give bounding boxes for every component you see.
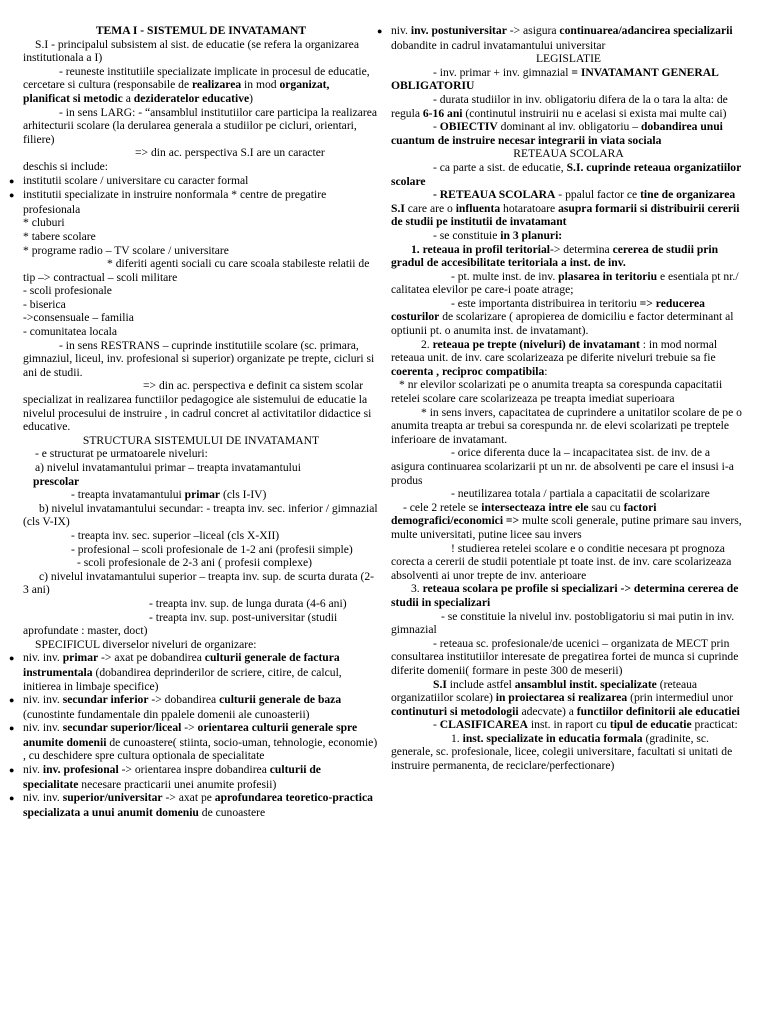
list-item: - scoli profesionale	[23, 284, 112, 298]
list-item: - treapta invatamantului primar (cls I-IV)	[71, 488, 267, 502]
paragraph: - e structurat pe urmatoarele niveluri:	[35, 447, 208, 461]
section-heading: RETEAUA SCOLARA	[513, 147, 624, 161]
list-item: ● niv. inv. secundar inferior -> dobandirea culturii generale de baza (cunostinte fundamentale din ppalele domenii ale cunoasterii)	[23, 693, 379, 721]
paragraph: - OBIECTIV dominant al inv. obligatoriu – dobandirea unui cuantum de instruire necesar integrarii in viata sociala	[391, 120, 723, 147]
section-heading: STRUCTURA SISTEMULUI DE INVATAMANT	[82, 433, 320, 447]
list-item: - comunitatea locala	[23, 325, 117, 339]
paragraph: - este importanta distribuirea in teritoriu => reducerea costurilor de scolarizare ( apropierea de domiciliu e factor determinant al optiunii pt. o anumita inst. de invatamant).	[391, 296, 734, 338]
paragraph: - in sens RESTRANS – cuprinde institutiile scolare (sc. primara, gimnaziul, liceul, inv. profesional si superior) organizate pe trepte, cicluri si ani de studii.	[23, 338, 375, 379]
list-item: 1. reteaua in profil teritorial-> determina cererea de studii prin gradul de accesibilitate teritoriala a inst. de inv.	[391, 242, 719, 270]
left-column	[23, 24, 379, 819]
list-item: ● institutii specializate in instruire nonformala * centre de pregatire profesionala	[23, 188, 379, 216]
paragraph: SPECIFICUL diverselor niveluri de organizare:	[35, 637, 257, 651]
list-item: 1. inst. specializate in educatia formala (gradinite, sc. generale, sc. profesionale, licee, colegii universitare, facultati si unitati de instruire permanenta, de reciclare/perfectionare)	[391, 731, 733, 773]
list-item: * cluburi	[23, 216, 65, 230]
list-item: 3. reteaua scolara pe profile si specializari -> determina cererea de studii in specializari	[391, 582, 739, 609]
paragraph: - durata studiilor in inv. obligatoriu difera de la o tara la alta: de regula 6-16 ani (continutul instruirii nu e acelasi si exista mai multe cai)	[391, 92, 728, 120]
paragraph: - pt. multe inst. de inv. plasarea in teritoriu e esentiala pt nr./ calitatea elevilor pe care-i poate atrage;	[391, 269, 739, 297]
list-item: ● niv. inv. primar -> axat pe dobandirea culturii generale de factura instrumentala (dobandirea deprinderilor de scriere, citire, de calcul, initierea in limbaje specifice)	[23, 651, 379, 693]
list-item: prescolar	[33, 474, 80, 488]
list-item: ->consensuale – familia	[23, 311, 134, 325]
right-column	[391, 24, 746, 773]
paragraph: S.I include astfel ansamblul instit. specializate (reteaua organizatiilor scolare) in proiectarea si realizarea (prin intermediul unor continuturi si metodologii adecvate) a functiilor definitorii ale educatiei	[391, 677, 740, 718]
list-item: * tabere scolare	[23, 229, 96, 243]
list-item: ● niv. inv. profesional -> orientarea inspre dobandirea culturii de specialitate necesare practicarii unei anumite profesii)	[23, 763, 379, 791]
list-item: ● niv. inv. secundar superior/liceal -> orientarea culturii generale spre anumite domenii de cunoastere( stiinta, socio-uman, tehnologie, economie) , cu deschidere spre cultura optionala de specialitate	[23, 721, 379, 763]
paragraph: - orice diferenta duce la – incapacitatea sist. de inv. de a asigura continuarea scolarizarii pt un nr. de absolventi pe care el insusi i-a produs	[391, 446, 734, 487]
list-item: ● niv. inv. postuniversitar -> asigura continuarea/adancirea specializarii dobandite in cadrul invatamantului universitar	[391, 24, 746, 52]
paragraph: * nr elevilor scolarizati pe o anumita treapta sa corespunda capacitatii retelei scolare care scolarizeaza pe treapta imediat superioara	[391, 378, 723, 406]
list-item: - treapta inv. sup. de lunga durata (4-6 ani)	[149, 596, 347, 610]
paragraph: - reteaua sc. profesionale/de ucenici – organizata de MECT prin consultarea institutiilor interesate de pregatirea fortei de munca si cuprinde diferite domenii( formare in peste 300 de meserii)	[391, 636, 739, 677]
list-item: - treapta inv. sup. post-universitar (studii aprofundate : master, doct)	[23, 610, 338, 638]
paragraph: S.I - principalul subsistem al sist. de educatie (se refera la organizarea institutionala a I)	[23, 37, 359, 65]
section-heading: LEGISLATIE	[535, 52, 602, 66]
list-item: - profesional – scoli profesionale de 1-2 ani (profesii simple)	[71, 542, 353, 556]
paragraph: => din ac. perspectiva e definit ca sistem scolar specializat in realizarea functiilor pedagogice ale sistemului de educatie la nivelul procesului de instruire , in cadrul concret al activitatilor didactice si educative.	[23, 379, 372, 434]
paragraph: - ca parte a sist. de educatie, S.I. cuprinde reteaua organizatiilor scolare	[391, 160, 742, 188]
paragraph: - inv. primar + inv. gimnazial = INVATAMANT GENERAL OBLIGATORIU	[391, 65, 719, 93]
list-item: * programe radio – TV scolare / universitare	[23, 243, 229, 257]
paragraph: - se constituie la nivelul inv. postobligatoriu si mai putin in inv. gimnazial	[391, 609, 735, 637]
paragraph: * in sens invers, capacitatea de cuprindere a unitatilor scolare de pe o anumita treapta ar trebui sa corespunda nr. de elevi scolarizati pe treptele inferioare de invatamant.	[391, 405, 742, 446]
list-item: b) nivelul invatamantului secundar: - treapta inv. sec. inferior / gimnazial (cls V-IX)	[23, 501, 378, 529]
list-item: 2. reteaua pe trepte (niveluri) de invatamant : in mod normal reteaua unit. de inv. care scolarizeaza pe diferite niveluri trebuie sa fie coerenta , reciproc compatibila:	[391, 337, 718, 378]
paragraph: - reuneste institutiile specializate implicate in procesul de educatie, cercetare si cultura (responsabile de realizarea in mod organizat, planificat si metodic a dezideratelor educative)	[23, 64, 370, 105]
paragraph: - neutilizarea totala / partiala a capacitatii de scolarizare	[451, 487, 710, 501]
list-item: - treapta inv. sec. superior –liceal (cls X-XII)	[71, 528, 280, 542]
list-item: * diferiti agenti sociali cu care scoala stabileste relatii de tip –> contractual – scoli militare	[23, 257, 370, 284]
document-title: TEMA I - SISTEMUL DE INVATAMANT	[95, 24, 307, 37]
list-item: ● institutii scolare / universitare cu caracter formal	[23, 174, 379, 189]
paragraph: ! studierea retelei scolare e o conditie necesara pt prognoza corecta a cererii de studii potentiale pt toate inst. de inv. care scolarizeaza absolventi ai unor trepte de inv. anterioare	[391, 541, 732, 582]
list-item: - biserica	[23, 297, 66, 311]
list-item: c) nivelul invatamantului superior – treapta inv. sup. de scurta durata (2-3 ani)	[23, 569, 375, 597]
paragraph: deschis si include:	[23, 159, 109, 173]
list-item: ● niv. inv. superior/universitar -> axat pe aprofundarea teoretico-practica specializata a unui anumit domeniu de cunoastere	[23, 791, 379, 819]
paragraph: - in sens LARG: - “ansamblul institutiilor care participa la realizarea arhitecturii scolare (la derularea generala a studiilor pe cicluri, orientari, filiere)	[23, 105, 378, 146]
paragraph: - CLASIFICAREA inst. in raport cu tipul de educatie practicat:	[433, 718, 738, 732]
paragraph: => din ac. perspectiva S.I are un caracter	[135, 146, 325, 160]
list-item: a) nivelul invatamantului primar – treapta invatamantului	[35, 461, 301, 474]
paragraph: - cele 2 retele se intersecteaza intre ele sau cu factori demografici/economici => multe scoli generale, putine primare sau invers, multe universitati, putine licee sau invers	[391, 500, 742, 541]
paragraph: - se constituie in 3 planuri:	[433, 228, 563, 242]
list-item: - scoli profesionale de 2-3 ani ( profesii complexe)	[77, 556, 313, 570]
paragraph: - RETEAUA SCOLARA - ppalul factor ce tine de organizarea S.I care are o influenta hotaratoare asupra formarii si distribuirii cererii de studii pe institutii de invatamant	[391, 188, 740, 229]
